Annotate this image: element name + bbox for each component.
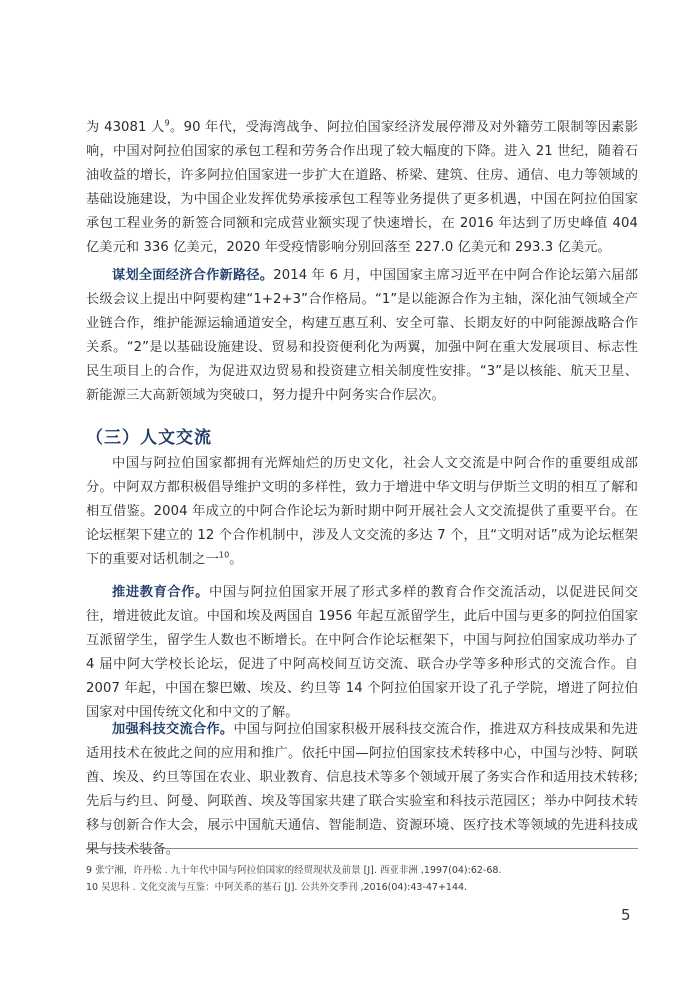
paragraph-intro	[86, 116, 638, 260]
paragraph-lead: 加强科技交流合作。	[112, 722, 234, 737]
footnote-9: 9 张宁湘，许丹松 . 九十年代中国与阿拉伯国家的经贸现状及前景 [J]. 西亚非洲 ,1997(04):62-68.	[86, 865, 502, 876]
paragraph-text: 。	[229, 552, 243, 567]
paragraph-text: 中国与阿拉伯国家开展了形式多样的教育合作交流活动，以促进民间交往，增进彼此友谊。中国和埃及两国自 1956 年起互派留学生，此后中国与更多的阿拉伯国家互派留学生，留学生人数也不断增长。在中阿合作论坛框架下，中国与阿拉伯国家成功举办了 4 届中阿大学校长论坛，促进了中阿高校间互访交流、联合办学等多种形式的交流合作。自 2007 年起，中国在黎巴嫩、埃及、约旦等 14 个阿拉伯国家开设了孔子学院，增进了阿拉伯国家对中国传统文化和中文的了解。	[86, 585, 638, 720]
footnote-ref-9[interactable]: 9	[164, 118, 170, 128]
section-heading: （三）人文交流	[86, 428, 212, 448]
paragraph-economic-path	[86, 264, 638, 408]
paragraph-text: 为 43081 人	[86, 120, 165, 135]
footnote-10: 10 吴思科 . 文化交流与互鉴：中阿关系的基石 [J]. 公共外交季刊 ,2016(04):43-47+144.	[86, 882, 468, 893]
paragraph-lead: 推进教育合作。	[112, 585, 209, 600]
paragraph-science	[86, 718, 638, 862]
footnote-divider	[86, 848, 638, 849]
paragraph-text: 中国与阿拉伯国家都拥有光辉灿烂的历史文化，社会人文交流是中阿合作的重要组成部分。中阿双方都积极倡导维护文明的多样性，致力于增进中华文明与伊斯兰文明的相互了解和相互借鉴。2004 年成立的中阿合作论坛为新时期中阿开展社会人文交流提供了重要平台。在论坛框架下建立的 12 个合作机制中，涉及人文交流的多达 7 个，且“文明对话”成为论坛框架下的重要对话机制之一	[86, 456, 638, 567]
footnotes	[86, 862, 646, 896]
paragraph-culture	[86, 452, 638, 572]
paragraph-education	[86, 581, 638, 725]
paragraph-text: 。90 年代，受海湾战争、阿拉伯国家经济发展停滞及对外籍劳工限制等因素影响，中国对阿拉伯国家的承包工程和劳务合作出现了较大幅度的下降。进入 21 世纪，随着石油收益的增长，许多阿拉伯国家进一步扩大在道路、桥梁、建筑、住房、通信、电力等领域的基础设施建设，为中国企业发挥优势承接承包工程等业务提供了更多机遇，中国在阿拉伯国家承包工程业务的新签合同额和完成营业额实现了快速增长，在 2016 年达到了历史峰值 404 亿美元和 336 亿美元，2020 年受疫情影响分别回落至 227.0 亿美元和 293.3 亿美元。	[86, 120, 638, 255]
page-number: 5	[621, 906, 631, 924]
paragraph-text: 2014 年 6 月，中国国家主席习近平在中阿合作论坛第六届部长级会议上提出中阿要构建“1+2+3”合作格局。“1”是以能源合作为主轴，深化油气领域全产业链合作，维护能源运输通道安全，构建互惠互利、安全可靠、长期友好的中阿能源战略合作关系。“2”是以基础设施建设、贸易和投资便利化为两翼，加强中阿在重大发展项目、标志性民生项目上的合作，为促进双边贸易和投资建立相关制度性安排。“3”是以核能、航天卫星、新能源三大高新领域为突破口，努力提升中阿务实合作层次。	[86, 268, 639, 403]
footnote-ref-10[interactable]: 10	[218, 550, 230, 560]
paragraph-lead: 谋划全面经济合作新路径。	[112, 268, 274, 283]
paragraph-text: 中国与阿拉伯国家积极开展科技交流合作，推进双方科技成果和先进适用技术在彼此之间的应用和推广。依托中国—阿拉伯国家技术转移中心，中国与沙特、阿联酋、埃及、约旦等国在农业、职业教育、信息技术等多个领域开展了务实合作和适用技术转移;先后与约旦、阿曼、阿联酋、埃及等国家共建了联合实验室和科技示范园区；举办中阿技术转移与创新合作大会，展示中国航天通信、智能制造、资源环境、医疗技术等领域的先进科技成果与技术装备。	[86, 722, 638, 857]
